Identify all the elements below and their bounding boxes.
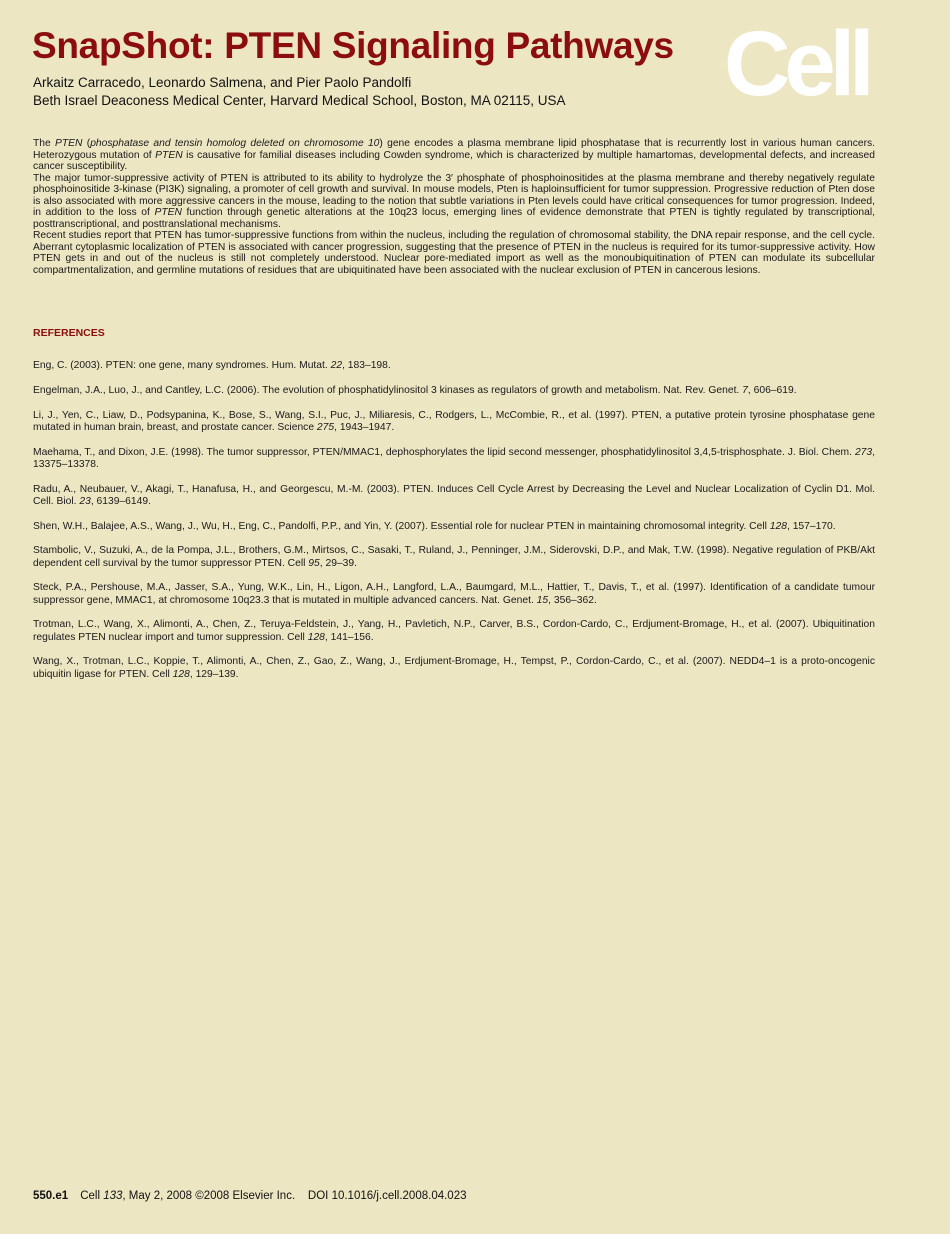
reference-item: Li, J., Yen, C., Liaw, D., Podsypanina, K., Bose, S., Wang, S.I., Puc, J., Miliaresis, C., Rodgers, L., McCombie, R., et al. (1997). PTEN, a putative protein tyrosine phosphatase gene mutated in human brain, breast, and prostate cancer. Science 275, 1943–1947. bbox=[33, 409, 875, 433]
journal-volume: 133 bbox=[103, 1190, 123, 1202]
affiliation: Beth Israel Deaconess Medical Center, Harvard Medical School, Boston, MA 02115, USA bbox=[33, 93, 566, 108]
reference-item: Trotman, L.C., Wang, X., Alimonti, A., Chen, Z., Teruya-Feldstein, J., Yang, H., Pavletich, N.P., Carver, B.S., Cordon-Cardo, C., Erdjument-Bromage, H., et al. (2007). Ubiquitination regulates PTEN nuclear import and tumor suppression. Cell 128, 141–156. bbox=[33, 619, 875, 643]
citation-details: , May 2, 2008 ©2008 Elsevier Inc. DOI 10.1016/j.cell.2008.04.023 bbox=[122, 1190, 467, 1202]
cell-logo: Cell bbox=[724, 13, 869, 115]
reference-item: Radu, A., Neubauer, V., Akagi, T., Hanafusa, H., and Georgescu, M.-M. (2003). PTEN. Induces Cell Cycle Arrest by Decreasing the Level and Nuclear Localization of Cyclin D1. Mol. Cell. Biol. 23, 6139–6149. bbox=[33, 483, 875, 507]
paragraph-2: The major tumor-suppressive activity of PTEN is attributed to its ability to hydrolyze the 3′ phosphate of phosphoinositides at the plasma membrane and thereby negatively regulate phosphoinositide 3-kinase (PI3K) signaling, a promoter of cell growth and survival. In mouse models, Pten is haploinsufficient for tumor suppression. Progressive reduction of Pten dose is also associated with more aggressive cancers in the mouse, leading to the notion that subtle variations in Pten levels could have critical consequences for tumor progression. Indeed, in addition to the loss of PTEN function through genetic alterations at the 10q23 locus, emerging lines of evidence demonstrate that PTEN is tightly regulated by transcriptional, posttranscriptional, and posttranslational mechanisms. bbox=[33, 172, 875, 230]
page-number: 550.e1 bbox=[33, 1190, 69, 1202]
reference-item: Steck, P.A., Pershouse, M.A., Jasser, S.A., Yung, W.K., Lin, H., Ligon, A.H., Langford, L.A., Baumgard, M.L., Hattier, T., Davis, T., et al. (1997). Identification of a candidate tumour suppressor gene, MMAC1, at chromosome 10q23.3 that is mutated in multiple advanced cancers. Nat. Genet. 15, 356–362. bbox=[33, 582, 875, 606]
authors: Arkaitz Carracedo, Leonardo Salmena, and Pier Paolo Pandolfi bbox=[33, 75, 412, 90]
reference-item: Stambolic, V., Suzuki, A., de la Pompa, J.L., Brothers, G.M., Mirtsos, C., Sasaki, T., Ruland, J., Penninger, J.M., Siderovski, D.P., and Mak, T.W. (1998). Negative regulation of PKB/Akt dependent cell survival by the tumor suppressor PTEN. Cell 95, 29–39. bbox=[33, 545, 875, 569]
summary-text bbox=[33, 138, 875, 276]
reference-item: Engelman, J.A., Luo, J., and Cantley, L.C. (2006). The evolution of phosphatidylinositol 3 kinases as regulators of growth and metabolism. Nat. Rev. Genet. 7, 606–619. bbox=[33, 384, 797, 396]
author-block bbox=[33, 74, 566, 110]
paragraph-3: Recent studies report that PTEN has tumor-suppressive functions from within the nucleus, including the regulation of chromosomal stability, the DNA repair response, and the cell cycle. Aberrant cytoplasmic localization of PTEN is associated with cancer progression, suggesting that the presence of PTEN in the nucleus is required for its tumor-suppressive activity. How PTEN gets in and out of the nucleus is still not completely understood. Nuclear pore-mediated import as well as the monoubiquitination of PTEN can modulate its subcellular compartmentalization, and germline mutations of residues that are ubiquitinated have been associated with the nuclear exclusion of PTEN in cancerous lesions. bbox=[33, 230, 875, 276]
reference-item: Maehama, T., and Dixon, J.E. (1998). The tumor suppressor, PTEN/MMAC1, dephosphorylates the lipid second messenger, phosphatidylinositol 3,4,5-trisphosphate. J. Biol. Chem. 273, 13375–13378. bbox=[33, 446, 875, 470]
page-footer bbox=[33, 1190, 467, 1202]
paragraph-1: The PTEN (phosphatase and tensin homolog deleted on chromosome 10) gene encodes a plasma membrane lipid phosphatase that is recurrently lost in various human cancers. Heterozygous mutation of PTEN is causative for familial diseases including Cowden syndrome, which is characterized by multiple hamartomas, developmental defects, and increased cancer susceptibility. bbox=[33, 138, 876, 172]
references-heading: REFERENCES bbox=[33, 327, 105, 339]
reference-list bbox=[33, 360, 875, 693]
reference-item: Shen, W.H., Balajee, A.S., Wang, J., Wu, H., Eng, C., Pandolfi, P.P., and Yin, Y. (2007). Essential role for nuclear PTEN in maintaining chromosomal integrity. Cell 128, 157–170. bbox=[33, 520, 836, 532]
page-title: SnapShot: PTEN Signaling Pathways bbox=[32, 25, 674, 66]
reference-item: Wang, X., Trotman, L.C., Koppie, T., Alimonti, A., Chen, Z., Gao, Z., Wang, J., Erdjument-Bromage, H., Tempst, P., Cordon-Cardo, C., et al. (2007). NEDD4–1 is a proto-oncogenic ubiquitin ligase for PTEN. Cell 128, 129–139. bbox=[33, 656, 875, 680]
journal-name: Cell bbox=[80, 1190, 104, 1202]
reference-item: Eng, C. (2003). PTEN: one gene, many syndromes. Hum. Mutat. 22, 183–198. bbox=[33, 360, 391, 371]
